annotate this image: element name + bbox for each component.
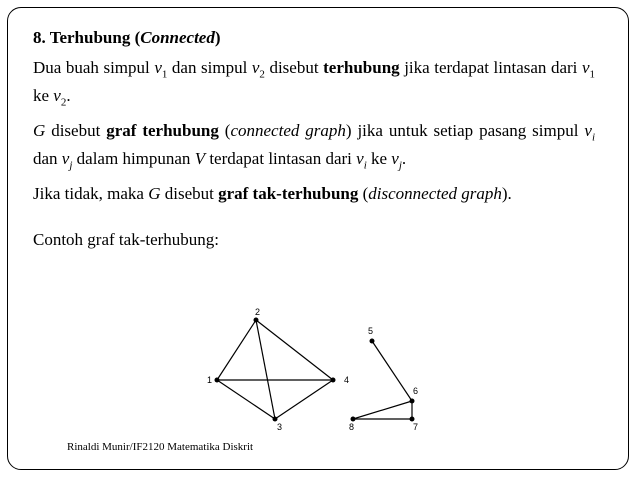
node-label-8: 8 [349,422,355,432]
node-label-6: 6 [413,386,419,396]
title-prefix: 8. Terhubung ( [33,28,141,47]
node-label-5: 5 [368,326,374,336]
paragraph-2: G disebut graf terhubung (connected graph) jika untuk setiap pasang simpul $v_i$ dan $v_j$ dalam himpunan V terdapat lintasan dari $v_i$ ke $v_j$. [33,120,595,172]
title-suffix: ) [214,28,221,47]
title-italic: Connected [140,28,215,47]
node-label-3: 3 [277,422,283,432]
slide-title [33,27,595,49]
node-label-1: 1 [207,375,213,385]
paragraph-1: Dua buah simpul $v_1$ dan simpul $v_2$ disebut terhubung jika terdapat lintasan dari $v_1$ ke $v_2$. [33,58,596,109]
slide-footer: Rinaldi Munir/IF2120 Matematika Diskrit [67,441,254,453]
slide-content [33,27,595,257]
example-label: Contoh graf tak-terhubung: [33,229,220,249]
node-label-7: 7 [413,422,419,432]
paragraph-3: Jika tidak, maka G disebut graf tak-terhubung (disconnected graph). [33,183,512,203]
node-label-4: 4 [344,375,350,385]
node-label-2: 2 [255,307,261,317]
